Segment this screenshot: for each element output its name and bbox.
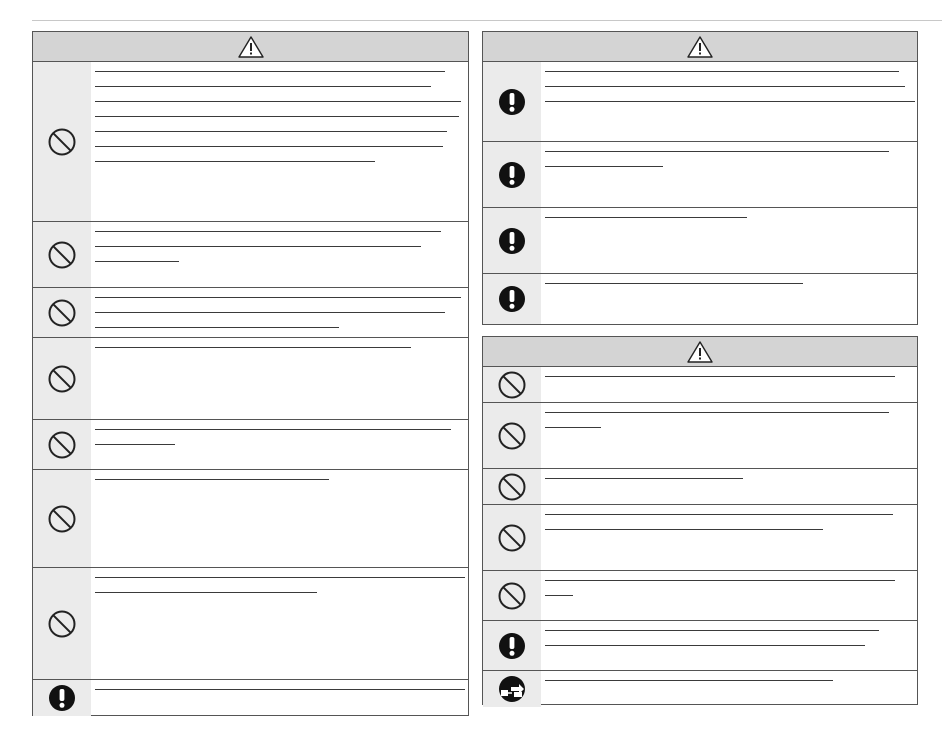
caution-header (483, 337, 917, 367)
row-icon-cell (33, 338, 91, 419)
row-icon-cell (483, 505, 541, 570)
row-text-cell (541, 208, 917, 273)
text-line (545, 680, 833, 681)
prohibited-icon (47, 364, 77, 394)
text-line (545, 514, 893, 515)
safety-row (33, 338, 468, 420)
safety-row (483, 571, 917, 621)
prohibited-icon (497, 421, 527, 451)
safety-row (33, 222, 468, 288)
row-text-cell (91, 420, 468, 469)
text-line (95, 101, 461, 102)
safety-row (483, 505, 917, 571)
prohibited-icon (47, 504, 77, 534)
row-text-cell (541, 571, 917, 620)
row-icon-cell (33, 288, 91, 337)
row-text-cell (541, 367, 917, 402)
text-line (545, 630, 879, 631)
row-icon-cell (483, 142, 541, 207)
prohibited-icon (47, 430, 77, 460)
text-line (95, 327, 339, 328)
warning-table-left (32, 31, 469, 716)
row-text-cell (541, 142, 917, 207)
text-line (545, 101, 915, 102)
text-line (95, 577, 465, 578)
mandatory-icon (48, 684, 76, 712)
row-icon-cell (483, 621, 541, 670)
safety-row (33, 420, 468, 470)
text-line (95, 444, 175, 445)
safety-row (33, 288, 468, 338)
text-line (95, 146, 443, 147)
safety-row (33, 680, 468, 716)
mandatory-icon (498, 88, 526, 116)
text-line (95, 116, 459, 117)
text-line (545, 283, 803, 284)
warning-header (483, 32, 917, 62)
row-icon-cell (483, 671, 541, 707)
text-line (545, 217, 747, 218)
text-line (95, 231, 441, 232)
text-line (545, 86, 905, 87)
row-text-cell (541, 469, 917, 504)
safety-row (33, 470, 468, 568)
warning-header (33, 32, 468, 62)
text-line (95, 261, 179, 262)
text-line (95, 347, 411, 348)
text-line (95, 297, 461, 298)
left-rows (33, 62, 468, 716)
top-rule (32, 20, 942, 21)
prohibited-icon (47, 240, 77, 270)
safety-row (483, 274, 917, 324)
text-line (545, 478, 743, 479)
prohibited-icon (497, 370, 527, 400)
safety-row (483, 367, 917, 403)
mandatory-icon (498, 285, 526, 313)
prohibited-icon (497, 581, 527, 611)
warning-table-right (482, 31, 918, 325)
safety-row (483, 208, 917, 274)
text-line (545, 645, 865, 646)
safety-row (483, 142, 917, 208)
text-line (545, 580, 895, 581)
text-line (545, 166, 663, 167)
warning-triangle-icon (238, 36, 264, 58)
text-line (95, 592, 317, 593)
mandatory-icon (498, 632, 526, 660)
text-line (545, 151, 889, 152)
row-text-cell (91, 680, 471, 716)
text-line (95, 312, 445, 313)
row-icon-cell (33, 62, 91, 221)
safety-row (483, 62, 917, 142)
text-line (545, 595, 573, 596)
safety-row (33, 62, 468, 222)
safety-row (483, 403, 917, 469)
row-icon-cell (33, 568, 91, 679)
row-icon-cell (33, 420, 91, 469)
safety-row (483, 621, 917, 671)
text-line (95, 161, 375, 162)
row-text-cell (91, 288, 468, 337)
row-icon-cell (483, 367, 541, 402)
row-text-cell (91, 470, 468, 567)
caution-rows (483, 367, 917, 707)
right-top-rows (483, 62, 917, 324)
text-line (95, 71, 445, 72)
row-icon-cell (483, 403, 541, 468)
text-line (95, 479, 329, 480)
text-line (545, 529, 823, 530)
prohibited-icon (47, 127, 77, 157)
text-line (545, 376, 895, 377)
row-icon-cell (483, 208, 541, 273)
row-icon-cell (33, 680, 91, 716)
row-text-cell (541, 274, 917, 324)
text-line (95, 246, 421, 247)
caution-table (482, 336, 918, 705)
row-text-cell (541, 671, 917, 707)
unplug-icon (498, 675, 526, 703)
row-icon-cell (33, 470, 91, 567)
row-text-cell (541, 621, 917, 670)
text-line (95, 429, 451, 430)
mandatory-icon (498, 227, 526, 255)
row-icon-cell (483, 571, 541, 620)
text-line (95, 689, 465, 690)
text-line (545, 412, 889, 413)
row-text-cell (541, 505, 917, 570)
text-line (95, 131, 447, 132)
text-line (95, 86, 431, 87)
row-text-cell (541, 403, 917, 468)
row-text-cell (541, 62, 921, 141)
row-icon-cell (483, 62, 541, 141)
row-text-cell (91, 62, 468, 221)
row-text-cell (91, 338, 468, 419)
row-text-cell (91, 222, 468, 287)
text-line (545, 427, 601, 428)
row-icon-cell (33, 222, 91, 287)
row-text-cell (91, 568, 471, 679)
safety-row (483, 671, 917, 707)
safety-row (33, 568, 468, 680)
prohibited-icon (47, 298, 77, 328)
safety-row (483, 469, 917, 505)
prohibited-icon (497, 523, 527, 553)
prohibited-icon (47, 609, 77, 639)
warning-triangle-icon (687, 36, 713, 58)
row-icon-cell (483, 274, 541, 324)
mandatory-icon (498, 161, 526, 189)
caution-triangle-icon (687, 341, 713, 363)
text-line (545, 71, 899, 72)
row-icon-cell (483, 469, 541, 504)
prohibited-icon (497, 472, 527, 502)
